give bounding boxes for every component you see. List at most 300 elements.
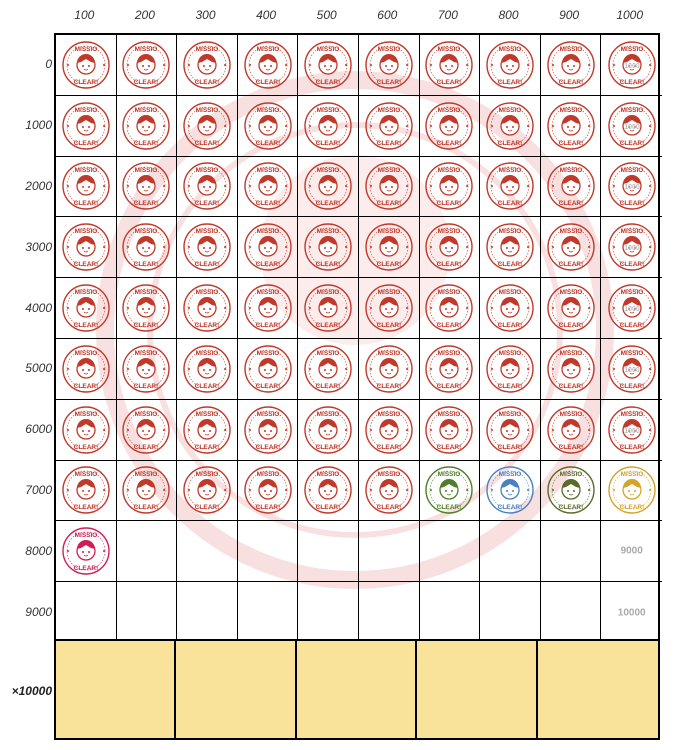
mission-clear-stamp-icon xyxy=(607,344,657,394)
column-header: 300 xyxy=(195,8,216,22)
stamp-cell[interactable] xyxy=(480,217,541,278)
stamp-cell[interactable] xyxy=(420,339,481,400)
stamp-cell[interactable] xyxy=(56,461,117,522)
stamp-cell[interactable] xyxy=(238,217,299,278)
svg-text:MISSIO: MISSIO xyxy=(620,410,644,418)
stamp-cell[interactable] xyxy=(177,217,238,278)
svg-text:MISSIO: MISSIO xyxy=(135,106,158,114)
svg-text:CLEAR!: CLEAR! xyxy=(315,139,341,147)
stamp-cell[interactable] xyxy=(298,521,359,582)
svg-text:CLEAR!: CLEAR! xyxy=(194,322,220,330)
svg-text:MISSIO: MISSIO xyxy=(620,349,644,357)
stamp-cell[interactable] xyxy=(238,582,299,643)
svg-text:CLEAR!: CLEAR! xyxy=(255,322,280,330)
mission-clear-stamp-icon xyxy=(61,161,111,211)
svg-text:CLEAR!: CLEAR! xyxy=(194,78,220,86)
stamp-cell[interactable] xyxy=(56,521,117,582)
svg-text:MISSIO: MISSIO xyxy=(195,471,219,479)
mission-clear-stamp-icon xyxy=(607,40,657,90)
mission-clear-stamp-icon xyxy=(121,405,171,455)
stamp-cell[interactable] xyxy=(601,521,662,582)
svg-text:1000: 1000 xyxy=(623,123,640,131)
svg-text:CLEAR!: CLEAR! xyxy=(315,443,341,451)
mission-clear-stamp-icon xyxy=(364,465,414,515)
svg-text:MISSIO: MISSIO xyxy=(438,106,461,114)
mission-clear-stamp-icon xyxy=(424,101,474,151)
svg-text:CLEAR!: CLEAR! xyxy=(255,382,280,390)
svg-text:MISSIO: MISSIO xyxy=(438,45,461,53)
mission-clear-stamp-icon xyxy=(243,283,293,333)
bonus-cell[interactable] xyxy=(297,641,417,738)
svg-text:CLEAR!: CLEAR! xyxy=(376,200,402,208)
stamp-cell[interactable] xyxy=(420,96,481,157)
stamp-cell[interactable] xyxy=(177,400,238,461)
svg-text:MISSIO: MISSIO xyxy=(74,410,98,418)
bonus-cell[interactable] xyxy=(56,641,176,738)
stamp-cell[interactable] xyxy=(298,461,359,522)
svg-text:CLEAR!: CLEAR! xyxy=(619,139,644,147)
svg-text:MISSIO: MISSIO xyxy=(377,289,401,297)
svg-text:MISSIO: MISSIO xyxy=(135,471,158,479)
svg-text:CLEAR!: CLEAR! xyxy=(73,261,99,269)
column-header: 400 xyxy=(256,8,277,22)
stamp-cell[interactable] xyxy=(359,582,420,643)
svg-text:MISSIO: MISSIO xyxy=(377,410,401,418)
svg-text:MISSIO: MISSIO xyxy=(559,410,582,418)
svg-text:MISSIO: MISSIO xyxy=(559,471,582,479)
mission-clear-stamp-icon xyxy=(303,161,353,211)
mission-clear-stamp-icon xyxy=(546,161,596,211)
stamp-cell[interactable] xyxy=(480,157,541,218)
svg-text:MISSIO: MISSIO xyxy=(316,106,340,114)
stamp-cell[interactable] xyxy=(420,157,481,218)
stamp-cell[interactable] xyxy=(117,582,178,643)
svg-text:CLEAR!: CLEAR! xyxy=(73,78,99,86)
stamp-cell[interactable] xyxy=(359,96,420,157)
svg-text:MISSIO: MISSIO xyxy=(377,45,401,53)
stamp-cell[interactable] xyxy=(177,157,238,218)
stamp-cell[interactable] xyxy=(541,35,602,96)
milestone-number: 10000 xyxy=(617,607,646,619)
mission-clear-stamp-icon xyxy=(607,283,657,333)
svg-text:CLEAR!: CLEAR! xyxy=(558,139,583,147)
mission-clear-stamp-icon xyxy=(61,405,111,455)
svg-text:MISSIO: MISSIO xyxy=(559,45,582,53)
svg-text:CLEAR!: CLEAR! xyxy=(497,78,523,86)
row-header: 6000 xyxy=(25,422,52,437)
mission-clear-stamp-icon xyxy=(303,283,353,333)
stamp-cell[interactable] xyxy=(177,35,238,96)
svg-text:CLEAR!: CLEAR! xyxy=(619,200,644,208)
stamp-cell[interactable] xyxy=(480,96,541,157)
svg-text:MISSIO: MISSIO xyxy=(498,349,522,357)
stamp-cell[interactable] xyxy=(117,339,178,400)
stamp-cell[interactable] xyxy=(56,217,117,278)
stamp-cell[interactable] xyxy=(480,400,541,461)
stamp-cell[interactable] xyxy=(359,35,420,96)
mission-clear-stamp-icon xyxy=(121,344,171,394)
mission-clear-stamp-icon xyxy=(546,283,596,333)
stamp-cell[interactable] xyxy=(359,461,420,522)
stamp-cell[interactable] xyxy=(359,521,420,582)
stamp-cell[interactable] xyxy=(420,35,481,96)
stamp-cell[interactable] xyxy=(601,339,662,400)
stamp-cell[interactable] xyxy=(601,278,662,339)
row-header: 0 xyxy=(45,57,52,72)
stamp-cell[interactable] xyxy=(541,217,602,278)
mission-clear-stamp-icon xyxy=(607,161,657,211)
stamp-cell[interactable] xyxy=(298,339,359,400)
stamp-cell[interactable] xyxy=(601,157,662,218)
stamp-cell[interactable] xyxy=(117,217,178,278)
stamp-cell[interactable] xyxy=(177,521,238,582)
stamp-cell[interactable] xyxy=(601,35,662,96)
mission-clear-stamp-icon xyxy=(485,465,535,515)
stamp-cell[interactable] xyxy=(56,278,117,339)
svg-text:MISSIO: MISSIO xyxy=(620,45,644,53)
mission-clear-stamp-icon xyxy=(303,101,353,151)
stamp-cell[interactable] xyxy=(541,157,602,218)
svg-text:CLEAR!: CLEAR! xyxy=(134,139,159,147)
svg-text:CLEAR!: CLEAR! xyxy=(255,261,280,269)
stamp-cell[interactable] xyxy=(117,278,178,339)
svg-text:MISSIO: MISSIO xyxy=(74,228,98,236)
svg-text:MISSIO: MISSIO xyxy=(559,228,582,236)
svg-text:1000: 1000 xyxy=(623,306,640,314)
svg-text:MISSIO: MISSIO xyxy=(377,228,401,236)
svg-text:MISSIO: MISSIO xyxy=(74,289,98,297)
bonus-cell[interactable] xyxy=(417,641,537,738)
mission-clear-stamp-icon xyxy=(424,222,474,272)
stamp-cell[interactable] xyxy=(601,582,662,643)
stamp-cell[interactable] xyxy=(298,400,359,461)
svg-text:MISSIO: MISSIO xyxy=(620,106,644,114)
row-header: 2000 xyxy=(25,179,52,193)
svg-text:MISSIO: MISSIO xyxy=(438,410,461,418)
svg-text:CLEAR!: CLEAR! xyxy=(73,139,99,147)
mission-clear-stamp-icon xyxy=(364,40,414,90)
mission-clear-stamp-icon xyxy=(303,465,353,515)
svg-text:CLEAR!: CLEAR! xyxy=(315,504,341,512)
stamp-cell[interactable] xyxy=(541,339,602,400)
stamp-cell[interactable] xyxy=(601,96,662,157)
svg-text:CLEAR!: CLEAR! xyxy=(619,261,644,269)
svg-text:MISSIO: MISSIO xyxy=(74,532,98,540)
svg-text:MISSIO: MISSIO xyxy=(135,167,158,175)
stamp-cell[interactable] xyxy=(480,35,541,96)
svg-text:MISSIO: MISSIO xyxy=(559,106,582,114)
svg-text:MISSIO: MISSIO xyxy=(377,167,401,175)
stamp-cell[interactable] xyxy=(298,96,359,157)
svg-text:CLEAR!: CLEAR! xyxy=(194,139,220,147)
svg-text:MISSIO: MISSIO xyxy=(316,289,340,297)
bonus-label: ×10000 xyxy=(11,684,52,698)
mission-clear-stamp-icon xyxy=(61,283,111,333)
svg-text:MISSIO: MISSIO xyxy=(316,349,340,357)
svg-text:CLEAR!: CLEAR! xyxy=(619,382,644,390)
stamp-cell[interactable] xyxy=(480,278,541,339)
stamp-cell[interactable] xyxy=(56,96,117,157)
mission-clear-stamp-icon xyxy=(364,161,414,211)
svg-text:MISSIO: MISSIO xyxy=(256,289,279,297)
stamp-cell[interactable] xyxy=(359,217,420,278)
svg-text:MISSIO: MISSIO xyxy=(620,167,644,175)
stamp-cell[interactable] xyxy=(541,582,602,643)
row-header: 7000 xyxy=(25,483,52,497)
column-header: 500 xyxy=(316,8,337,22)
stamp-cell[interactable] xyxy=(601,461,662,522)
stamp-cell[interactable] xyxy=(541,278,602,339)
svg-text:MISSIO: MISSIO xyxy=(74,106,98,114)
svg-text:CLEAR!: CLEAR! xyxy=(73,443,99,451)
svg-text:CLEAR!: CLEAR! xyxy=(558,200,583,208)
stamp-cell[interactable] xyxy=(117,461,178,522)
stamp-cell[interactable] xyxy=(238,339,299,400)
svg-text:CLEAR!: CLEAR! xyxy=(437,78,462,86)
stamp-cell[interactable] xyxy=(177,461,238,522)
svg-text:CLEAR!: CLEAR! xyxy=(497,382,523,390)
svg-text:CLEAR!: CLEAR! xyxy=(73,200,99,208)
svg-text:CLEAR!: CLEAR! xyxy=(558,322,583,330)
svg-text:MISSIO: MISSIO xyxy=(256,228,279,236)
svg-text:MISSIO: MISSIO xyxy=(256,167,279,175)
stamp-cell[interactable] xyxy=(541,400,602,461)
svg-text:MISSIO: MISSIO xyxy=(377,106,401,114)
svg-text:1000: 1000 xyxy=(623,245,640,253)
mission-clear-stamp-icon xyxy=(182,101,232,151)
svg-text:CLEAR!: CLEAR! xyxy=(376,443,402,451)
svg-text:MISSIO: MISSIO xyxy=(377,471,401,479)
svg-text:CLEAR!: CLEAR! xyxy=(376,382,402,390)
svg-text:MISSIO: MISSIO xyxy=(195,228,219,236)
stamp-cell[interactable] xyxy=(480,461,541,522)
stamp-grid xyxy=(54,33,660,641)
column-header: 800 xyxy=(498,8,519,22)
stamp-cell[interactable] xyxy=(298,278,359,339)
mission-clear-stamp-icon xyxy=(303,40,353,90)
stamp-cell[interactable] xyxy=(238,157,299,218)
svg-text:CLEAR!: CLEAR! xyxy=(497,200,523,208)
stamp-cell[interactable] xyxy=(56,35,117,96)
svg-text:CLEAR!: CLEAR! xyxy=(376,261,402,269)
svg-text:MISSIO: MISSIO xyxy=(256,349,279,357)
svg-text:CLEAR!: CLEAR! xyxy=(194,200,220,208)
stamp-cell[interactable] xyxy=(298,217,359,278)
mission-clear-stamp-icon xyxy=(121,101,171,151)
stamp-cell[interactable] xyxy=(238,35,299,96)
mission-clear-stamp-icon xyxy=(61,465,111,515)
mission-clear-stamp-icon xyxy=(424,405,474,455)
svg-text:CLEAR!: CLEAR! xyxy=(194,504,220,512)
stamp-cell[interactable] xyxy=(177,278,238,339)
stamp-cell[interactable] xyxy=(480,339,541,400)
mission-clear-stamp-icon xyxy=(364,405,414,455)
bonus-row xyxy=(54,641,660,740)
mission-clear-stamp-icon xyxy=(182,161,232,211)
svg-text:MISSIO: MISSIO xyxy=(620,228,644,236)
mission-clear-stamp-icon xyxy=(121,161,171,211)
svg-text:CLEAR!: CLEAR! xyxy=(134,443,159,451)
svg-text:MISSIO: MISSIO xyxy=(498,106,522,114)
svg-text:MISSIO: MISSIO xyxy=(256,410,279,418)
svg-text:CLEAR!: CLEAR! xyxy=(437,322,462,330)
svg-text:MISSIO: MISSIO xyxy=(74,45,98,53)
stamp-cell[interactable] xyxy=(420,582,481,643)
stamp-cell[interactable] xyxy=(56,400,117,461)
svg-text:MISSIO: MISSIO xyxy=(438,289,461,297)
mission-clear-stamp-icon xyxy=(303,222,353,272)
stamp-cell[interactable] xyxy=(359,278,420,339)
mission-clear-stamp-icon xyxy=(303,344,353,394)
bonus-cell[interactable] xyxy=(538,641,658,738)
svg-text:CLEAR!: CLEAR! xyxy=(497,139,523,147)
stamp-cell[interactable] xyxy=(420,400,481,461)
stamp-cell[interactable] xyxy=(541,461,602,522)
svg-text:CLEAR!: CLEAR! xyxy=(315,322,341,330)
stamp-cell[interactable] xyxy=(117,35,178,96)
svg-text:CLEAR!: CLEAR! xyxy=(497,443,523,451)
svg-text:CLEAR!: CLEAR! xyxy=(619,504,644,512)
svg-text:MISSIO: MISSIO xyxy=(195,45,219,53)
column-header: 700 xyxy=(437,8,458,22)
svg-text:MISSIO: MISSIO xyxy=(498,289,522,297)
stamp-cell[interactable] xyxy=(177,339,238,400)
bonus-cell[interactable] xyxy=(176,641,296,738)
mission-clear-stamp-icon xyxy=(182,405,232,455)
svg-text:CLEAR!: CLEAR! xyxy=(619,443,644,451)
stamp-cell[interactable] xyxy=(420,521,481,582)
svg-text:CLEAR!: CLEAR! xyxy=(437,200,462,208)
row-header: 9000 xyxy=(25,604,52,619)
stamp-cell[interactable] xyxy=(298,35,359,96)
svg-text:CLEAR!: CLEAR! xyxy=(497,322,523,330)
stamp-cell[interactable] xyxy=(117,96,178,157)
stamp-cell[interactable] xyxy=(601,400,662,461)
svg-text:CLEAR!: CLEAR! xyxy=(558,261,583,269)
svg-text:MISSIO: MISSIO xyxy=(438,167,461,175)
svg-text:CLEAR!: CLEAR! xyxy=(194,261,220,269)
svg-text:MISSIO: MISSIO xyxy=(559,167,582,175)
stamp-cell[interactable] xyxy=(541,96,602,157)
mission-clear-stamp-icon xyxy=(424,161,474,211)
mission-clear-stamp-icon xyxy=(243,405,293,455)
svg-text:CLEAR!: CLEAR! xyxy=(73,382,99,390)
column-header: 100 xyxy=(74,8,95,22)
svg-text:CLEAR!: CLEAR! xyxy=(315,382,341,390)
stamp-cell[interactable] xyxy=(117,521,178,582)
svg-text:MISSIO: MISSIO xyxy=(316,410,340,418)
svg-text:MISSIO: MISSIO xyxy=(498,471,522,479)
svg-text:MISSIO: MISSIO xyxy=(438,349,461,357)
svg-text:CLEAR!: CLEAR! xyxy=(437,443,462,451)
svg-text:CLEAR!: CLEAR! xyxy=(194,382,220,390)
mission-clear-stamp-icon xyxy=(485,161,535,211)
mission-clear-stamp-icon xyxy=(61,526,111,576)
stamp-cell[interactable] xyxy=(359,400,420,461)
stamp-cell[interactable] xyxy=(601,217,662,278)
stamp-cell[interactable] xyxy=(480,521,541,582)
mission-clear-stamp-icon xyxy=(424,465,474,515)
mission-clear-stamp-icon xyxy=(546,101,596,151)
svg-text:CLEAR!: CLEAR! xyxy=(376,322,402,330)
milestone-number: 9000 xyxy=(620,545,643,557)
stamp-cell[interactable] xyxy=(56,157,117,218)
stamp-cell[interactable] xyxy=(420,461,481,522)
mission-clear-stamp-icon xyxy=(61,40,111,90)
svg-text:CLEAR!: CLEAR! xyxy=(134,261,159,269)
svg-text:MISSIO: MISSIO xyxy=(256,45,279,53)
svg-text:CLEAR!: CLEAR! xyxy=(255,200,280,208)
stamp-cell[interactable] xyxy=(298,157,359,218)
svg-text:1000: 1000 xyxy=(623,366,640,374)
mission-clear-stamp-icon xyxy=(61,222,111,272)
svg-text:CLEAR!: CLEAR! xyxy=(619,322,644,330)
stamp-cell[interactable] xyxy=(541,521,602,582)
svg-text:MISSIO: MISSIO xyxy=(559,349,582,357)
svg-text:CLEAR!: CLEAR! xyxy=(558,78,583,86)
stamp-cell[interactable] xyxy=(117,157,178,218)
mission-clear-stamp-icon xyxy=(121,222,171,272)
mission-clear-stamp-icon xyxy=(607,405,657,455)
stamp-cell[interactable] xyxy=(420,217,481,278)
svg-text:MISSIO: MISSIO xyxy=(195,289,219,297)
svg-text:CLEAR!: CLEAR! xyxy=(619,78,644,86)
stamp-cell[interactable] xyxy=(298,582,359,643)
column-header: 200 xyxy=(134,8,155,22)
svg-text:CLEAR!: CLEAR! xyxy=(134,78,159,86)
mission-clear-stamp-icon xyxy=(424,344,474,394)
stamp-cell[interactable] xyxy=(480,582,541,643)
stamp-cell[interactable] xyxy=(56,339,117,400)
mission-clear-stamp-icon xyxy=(243,40,293,90)
mission-clear-stamp-icon xyxy=(243,465,293,515)
stamp-cell[interactable] xyxy=(238,278,299,339)
stamp-cell[interactable] xyxy=(420,278,481,339)
svg-text:CLEAR!: CLEAR! xyxy=(134,382,159,390)
row-header: 1000 xyxy=(25,118,52,133)
svg-text:CLEAR!: CLEAR! xyxy=(437,382,462,390)
mission-clear-stamp-icon xyxy=(485,40,535,90)
mission-clear-stamp-icon xyxy=(182,40,232,90)
mission-clear-stamp-icon xyxy=(364,222,414,272)
svg-text:MISSIO: MISSIO xyxy=(74,167,98,175)
stamp-cell[interactable] xyxy=(177,582,238,643)
svg-text:MISSIO: MISSIO xyxy=(74,349,98,357)
svg-text:1000: 1000 xyxy=(623,62,640,70)
column-header: 900 xyxy=(559,8,580,22)
stamp-cell[interactable] xyxy=(238,521,299,582)
mission-clear-stamp-icon xyxy=(61,344,111,394)
svg-text:1000: 1000 xyxy=(623,184,640,192)
svg-text:CLEAR!: CLEAR! xyxy=(315,200,341,208)
svg-text:CLEAR!: CLEAR! xyxy=(194,443,220,451)
stamp-cell[interactable] xyxy=(56,582,117,643)
mission-clear-stamp-icon xyxy=(243,222,293,272)
stamp-cell[interactable] xyxy=(359,157,420,218)
mission-clear-stamp-icon xyxy=(607,465,657,515)
mission-clear-stamp-icon xyxy=(485,405,535,455)
stamp-cell[interactable] xyxy=(238,461,299,522)
svg-text:CLEAR!: CLEAR! xyxy=(558,382,583,390)
stamp-cell[interactable] xyxy=(117,400,178,461)
row-header: 3000 xyxy=(25,239,52,254)
stamp-cell[interactable] xyxy=(359,339,420,400)
stamp-cell[interactable] xyxy=(238,96,299,157)
stamp-cell[interactable] xyxy=(177,96,238,157)
stamp-cell[interactable] xyxy=(238,400,299,461)
svg-text:CLEAR!: CLEAR! xyxy=(437,504,462,512)
svg-text:CLEAR!: CLEAR! xyxy=(255,139,280,147)
